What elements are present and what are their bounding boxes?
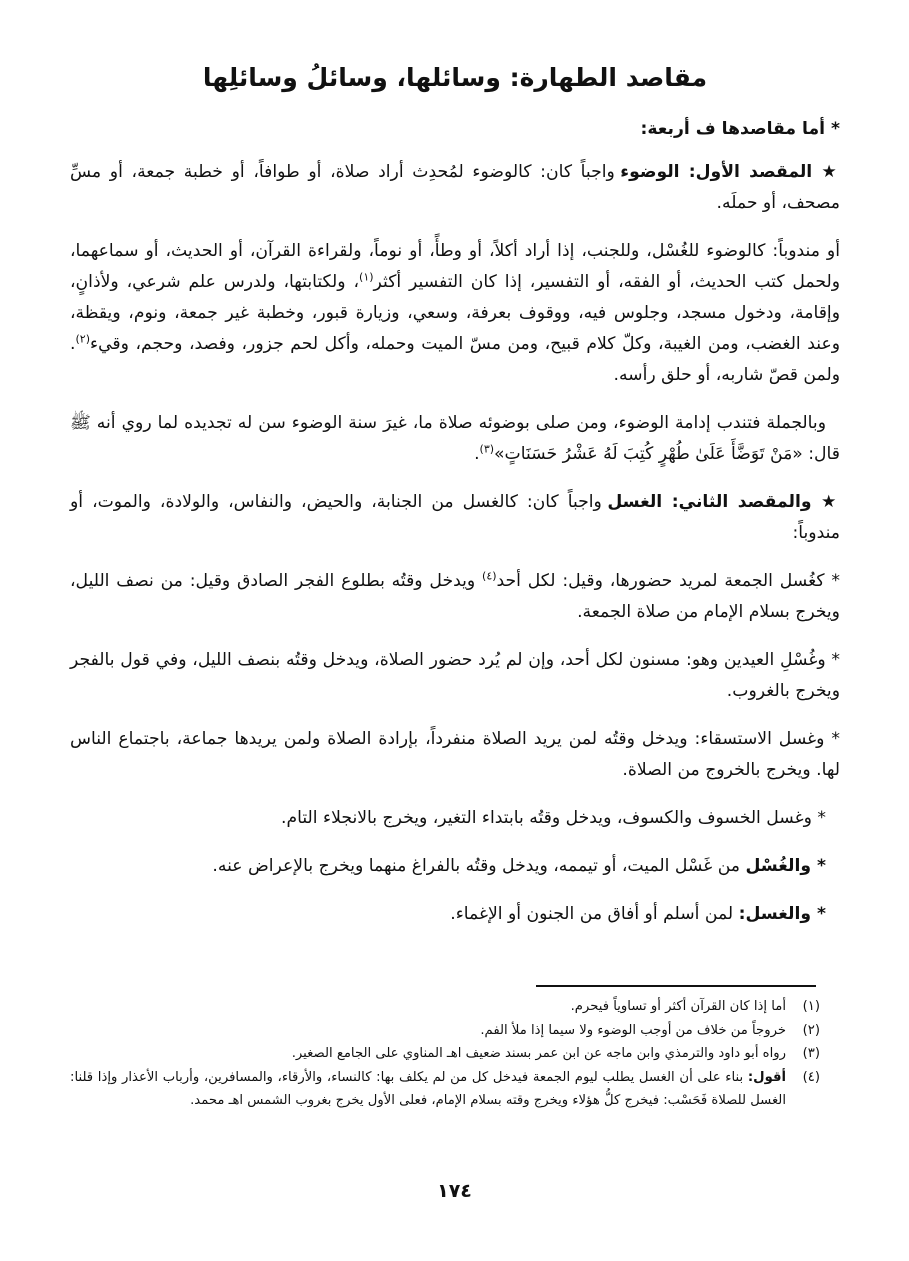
second-purpose-heading: ★ والمقصد الثاني: الغسل — [607, 492, 840, 512]
friday-ghusl-text-a: * كغُسل الجمعة لمريد حضورها، وقيل: لكل أحد — [496, 571, 841, 591]
footnote-2-text: خروجاً من خلاف من أوجب الوضوء ولا سيما إذا ملأ الفم. — [480, 1022, 786, 1038]
footnote-2-number: (٢) — [802, 1022, 820, 1038]
paragraph-convert-ghusl — [70, 899, 840, 930]
footnote-1 — [70, 995, 820, 1019]
footnote-3-text: رواه أبو داود والترمذي وابن ماجه عن ابن عمر بسند ضعيف اهـ المناوي على الجامع الصغير. — [291, 1046, 786, 1061]
paragraph-recommended-wudu — [70, 236, 840, 391]
footnote-4-number: (٤) — [802, 1069, 820, 1085]
renewal-text-b: . — [474, 444, 480, 464]
footnote-ref-4[interactable]: (٤) — [482, 569, 497, 583]
paragraph-deceased-ghusl — [70, 851, 840, 882]
footnote-3 — [70, 1042, 820, 1066]
footnote-4-text: بناء على أن الغسل يطلب ليوم الجمعة فيدخل كل من لم يكلف بها: كالنساء، والأرقاء، والمسافرين، وأرباب الأعذار وإذا قلنا: الغسل للصلاة فَحَسْب: فيخرج كلُّ هؤلاء ويخرج وقته بسلام الإمام، فعلى الأول يخرج بغروب الشمس اهـ محمد. — [70, 1069, 786, 1108]
renewal-text-a: وبالجملة فتندب إدامة الوضوء، ومن صلى بوضوئه صلاة ما، غيرَ سنة الوضوء سن له تجديده لما روي أنه ﷺ قال: «مَنْ تَوَضَّأَ عَلَىٰ طُهْرٍ كُتِبَ لَهُ عَشْرُ حَسَنَاتٍ» — [70, 413, 840, 464]
eclipse-ghusl-text: * وغسل الخسوف والكسوف، ويدخل وقتُه بابتداء التغير، ويخرج بالانجلاء التام. — [281, 808, 826, 828]
deceased-ghusl-heading: * والغُسْل — [745, 856, 826, 876]
intro-text: * أما مقاصدها ف أربعة: — [640, 119, 840, 139]
paragraph-friday-ghusl — [70, 566, 840, 628]
page-body — [70, 55, 840, 947]
footnote-ref-2[interactable]: (٢) — [75, 332, 90, 346]
footnote-1-number: (١) — [802, 999, 820, 1014]
paragraph-istisqa-ghusl — [70, 724, 840, 786]
footnotes-section — [70, 995, 820, 1113]
paragraph-intro — [70, 114, 840, 145]
convert-ghusl-heading: * والغسل: — [738, 904, 826, 924]
footnote-ref-3[interactable]: (٣) — [479, 442, 495, 456]
deceased-ghusl-text: من غَسْل الميت، أو تيممه، ويدخل وقتُه بالفراغ منهما ويخرج بالإعراض عنه. — [212, 856, 746, 876]
paragraph-first-purpose — [70, 157, 840, 219]
first-purpose-heading: ★ المقصد الأول: الوضوء — [620, 162, 840, 182]
footnote-1-text: أما إذا كان القرآن أكثر أو تساوياً فيحرم. — [570, 999, 786, 1014]
recommended-wudu-text-a: أو مندوباً: كالوضوء للغُسْل، وللجنب، إذا أراد أكلاً، أو وطأً، أو نوماً، ولقراءة القرآن، أو الحديث، أو سماعهما، ولحمل كتب الحديث، أو الفقه، أو التفسير، إذا كان التفسير أكثر — [70, 241, 841, 292]
page-title: مقاصد الطهارة: وسائلها، وسائلُ وسائلِها — [202, 63, 708, 92]
footnote-3-number: (٣) — [802, 1046, 820, 1061]
footnote-divider — [536, 985, 816, 987]
recommended-wudu-text-b: ، ولكتابتها، ولدرس علم شرعي، ولأذانٍ، وإقامة، ودخول مسجد، وجلوس فيه، ووقوف بعرفة، وسعي، وزيارة قبور، وخطبة غير جمعة، ونوم، ويقظة، وعند الغضب، ومن الغيبة، وكلّ كلام قبيح، ومن مسّ الميت وحمله، وأكل لحم جزور، وفصد، وحجم، وقيء — [70, 272, 840, 354]
eid-ghusl-text: * وغُسْلِ العيدين وهو: مسنون لكل أحد، وإن لم يُرد حضور الصلاة، ويدخل وقتُه بنصف الليل، وفي قول بالفجر ويخرج بالغروب. — [70, 650, 840, 701]
first-purpose-text: واجباً كان: كالوضوء لمُحدِث أراد صلاة، أو طوافاً، أو خطبة جمعة، أو مسِّ مصحف، أو حملَه. — [70, 162, 840, 213]
paragraph-eclipse-ghusl — [70, 803, 840, 834]
footnote-ref-1[interactable]: (١) — [359, 270, 374, 284]
recommended-wudu-text-c: . ولمن قصّ شاربه، أو حلق رأسه. — [70, 334, 840, 385]
paragraph-second-purpose — [70, 487, 840, 549]
paragraph-eid-ghusl — [70, 645, 840, 707]
page-number: ١٧٤ — [437, 1180, 472, 1202]
footnote-4 — [70, 1066, 820, 1113]
istisqa-ghusl-text: * وغسل الاستسقاء: ويدخل وقتُه لمن يريد الصلاة منفرداً، بإرادة الصلاة ولمن يريدها جماعة، باجتماع الناس لها. ويخرج بالخروج من الصلاة. — [70, 729, 840, 780]
friday-ghusl-text-b: ويدخل وقتُه بطلوع الفجر الصادق وقيل: من نصف الليل، ويخرج بسلام الإمام من صلاة الجمعة. — [70, 571, 840, 622]
footnote-2 — [70, 1019, 820, 1043]
footnote-4-lead: أقول: — [747, 1069, 786, 1085]
second-purpose-text: واجباً كان: كالغسل من الجنابة، والحيض، والنفاس، والولادة، والموت، أو مندوباً: — [70, 492, 840, 543]
paragraph-renewal — [70, 408, 840, 470]
convert-ghusl-text: لمن أسلم أو أفاق من الجنون أو الإغماء. — [450, 904, 739, 924]
